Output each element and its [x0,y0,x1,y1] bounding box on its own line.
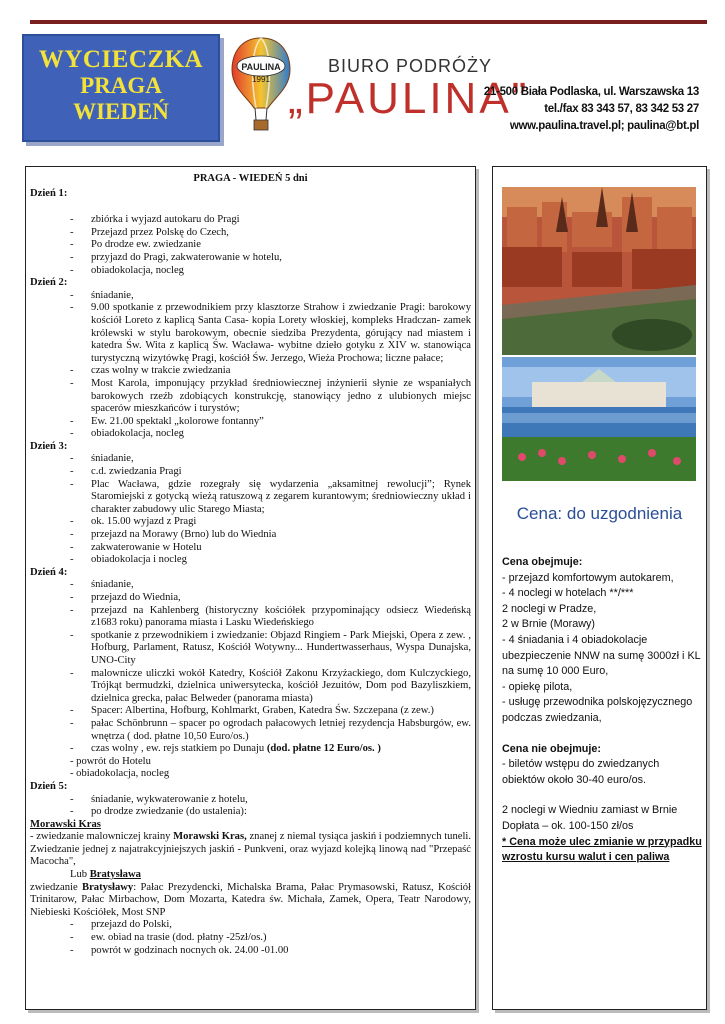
kras-heading: Morawski Kras [30,818,101,830]
bratislava-description: zwiedzanie Bratysławy: Pałac Prezydencki, Michalska Brama, Pałac Prymasowski, Ratusz, Kościół Trinitarow, Pałac Mirbachow, Dom Mozarta, Katedra św. Michała, Zamek, Opera, Teatr Narodowy, Niebieski Kościółek, Most SNP [30,881,471,918]
list-item: - śniadanie, wykwaterowanie z hotelu, [30,794,471,807]
list-item: - pałac Schönbrunn – spacer po ogrodach pałacowych letniej rezydencja Habsburgów, ew. wnętrza ( dod. płatne 10,50 Euro/os.) [30,718,471,743]
day-5-list [30,794,471,819]
top-rule [30,20,707,24]
web-email: www.paulina.travel.pl; paulina@bt.pl [509,120,699,132]
list-item: - Spacer: Albertina, Hofburg, Kohlmarkt, Graben, Katedra Św. Szczepana (z zew.) [30,705,471,718]
list-item: - Przejazd przez Polskę do Czech, [30,227,471,240]
list-item: - biletów wstępu do zwiedzanych obiektów około 30-40 euro/os. [502,758,660,786]
address: 21-500 Biała Podlaska, ul. Warszawska 13 [483,86,699,98]
title-line-1: WYCIECZKA [38,46,204,73]
list-item: 2 noclegi w Pradze, [502,602,597,615]
list-item: - powrót w godzinach nocnych ok. 24.00 -01.00 [30,945,471,958]
day-5-final-list [30,919,471,957]
alternative-option: Lub Bratysława [70,869,141,881]
list-item: - zakwaterowanie w Hotelu [30,542,471,555]
price-change-notice: * Cena może ulec zmianie w przypadku wzrostu kursu walut i cen paliwa [502,835,702,864]
day-4-after-1: - powrót do Hotelu [70,755,151,767]
list-item: - przyjazd do Pragi, zakwaterowanie w hotelu, [30,252,471,265]
list-item: - śniadanie, [30,290,471,303]
list-item: - śniadanie, [30,453,471,466]
title-line-2: PRAGA [80,73,162,98]
list-item: - przejazd komfortowym autokarem, [502,571,674,584]
brand-subtitle: BIURO PODRÓŻY [328,56,493,76]
list-item: - Plac Wacława, gdzie rozegrały się wydarzenia „aksamitnej rewolucji”; Rynek Staromiejski z gotycką wieżą ratuszową z zegarem kurantowym; średniowieczny układ i charakter zabudowy ulic Starego Miasta; [30,479,471,517]
trip-title-box [22,34,220,142]
list-item: 2 w Brnie (Morawy) [502,618,595,631]
list-item: - obiadokolacja i nocleg [30,554,471,567]
list-item: - obiadokolacja, nocleg [30,265,471,278]
day-2-list [30,290,471,441]
price-box [492,166,707,1010]
list-item: - przejazd na Morawy (Brno) lub do Wiednia [30,529,471,542]
day-3-list [30,453,471,566]
kras-description: - zwiedzanie malowniczej krainy Morawski Kras, znanej z niemal tysiąca jaskiń i podziemnych tuneli. Zwiedzanie jednej z najatrakcyjniejszych jaskiń - Punkveni, oraz wyjazd kolejką linową nad "Przepaść Macocha", [30,831,471,868]
list-item: - przejazd do Polski, [30,919,471,932]
list-item: - czas wolny , ew. rejs statkiem po Dunaju (dod. płatne 12 Euro/os. ) [30,743,471,756]
list-item: - 4 śniadania i 4 obiadokolacje ubezpieczenie NNW na sumę 3000zł i KL na sumę 10 000 Euro, [502,633,701,678]
list-item: - malownicze uliczki wokół Katedry, Kościół Zakonu Krzyżackiego, dom Kulczyckiego, Trójkąt bermudzki, dzielnica uniwersytecka, kościół Jezuitów, Dom pod Bazyliszkiem, dzielnica grecka, pałac Belweder (panorama miasta) [30,668,471,706]
list-item: - czas wolny w trakcie zwiedzania [30,365,471,378]
day-1-list [30,214,471,277]
list-item: - zbiórka i wyjazd autokaru do Pragi [30,214,471,227]
program-title: PRAGA - WIEDEŃ 5 dni [193,173,308,184]
title-line-3: WIEDEŃ [73,99,169,124]
list-item: - przejazd do Wiednia, [30,592,471,605]
includes-heading: Cena obejmuje: [502,556,583,568]
list-item: - c.d. zwiedzania Pragi [30,466,471,479]
list-item: - obiadokolacja, nocleg [30,428,471,441]
brand-name: „PAULINA” [288,74,530,123]
list-item: - spotkanie z przewodnikiem i zwiedzanie: Objazd Ringiem - Park Miejski, Opera z zew. , Hofburg, Parlament, Ratusz, Kościół Wotywny... Hundertwasserhaus, Wyspa Dunajska, UNO-City [30,630,471,668]
list-item: - 4 noclegi w hotelach **/*** [502,587,634,600]
phone: tel./fax 83 343 57, 83 342 53 27 [544,103,699,115]
list-item: - przejazd na Kahlenberg (historyczny kościółek przypominający odsiecz Wiedeńską z1683 roku) panorama miasta i Lasku Wiedeńskiego [30,605,471,630]
list-item: - ok. 15.00 wyjazd z Pragi [30,516,471,529]
list-item: - po drodze zwiedzanie (do ustalenia): [30,806,471,819]
list-item: - śniadanie, [30,579,471,592]
list-item: - Most Karola, imponujący przykład średniowiecznej inżynierii słynie ze wspaniałych barokowych rzeźb zdobiących konstrukcję, stanowiący jedno z ulubionych miejsc spacerów mieszkańców i turystów; [30,378,471,416]
day-1-label: Dzień 1: [30,187,68,199]
day-4-label: Dzień 4: [30,566,68,578]
list-item: - Po drodze ew. zwiedzanie [30,239,471,252]
program-box [25,166,476,1010]
contact-info [484,84,699,135]
list-item: - usługę przewodnika polskojęzycznego podczas zwiedzania, [502,696,693,724]
day-2-label: Dzień 2: [30,277,68,289]
vienna-note: 2 noclegi w Wiedniu zamiast w Brnie [502,804,678,817]
list-item: - 9.00 spotkanie z przewodnikiem przy klasztorze Strahow i zwiedzanie Pragi: barokowy kościół Loreto z kaplicą Santa Casa- kopia Lorety włoskiej, kompleks Hradczan- zamek królewski w stylu barokowym, obecnie siedziba Prezydenta, górujący nad miastem i katedra Św. Wita z kaplicą Św. Wacława- wybitne dzieło gotyku z XIV w. stanowiąca turystyczną wizytówkę Pragi, kościół Św. Jerzego, Wieża Prochowa; liczne pałace; [30,302,471,365]
excludes-heading: Cena nie obejmuje: [502,742,601,755]
day-3-label: Dzień 3: [30,440,68,452]
price-details [502,555,702,866]
list-item: - ew. obiad na trasie (dod. płatny -25zł/os.) [30,932,471,945]
logo-year-text: 1991 [252,75,270,84]
prague-photo [502,187,696,355]
program-content [30,173,471,957]
hot-air-balloon-icon [230,36,292,134]
surcharge: Dopłata – ok. 100-150 zł/os [502,819,634,832]
day-5-label: Dzień 5: [30,780,68,792]
logo-badge-text: PAULINA [241,62,281,72]
agency-logo [228,36,703,138]
price-heading: Cena: do uzgodnienia [516,504,683,523]
day-4-after-2: - obiadokolacja, nocleg [70,768,170,780]
day-4-list [30,579,471,755]
list-item: - opiekę pilota, [502,680,573,693]
list-item: - Ew. 21.00 spektakl „kolorowe fontanny” [30,416,471,429]
belvedere-photo [502,357,696,481]
